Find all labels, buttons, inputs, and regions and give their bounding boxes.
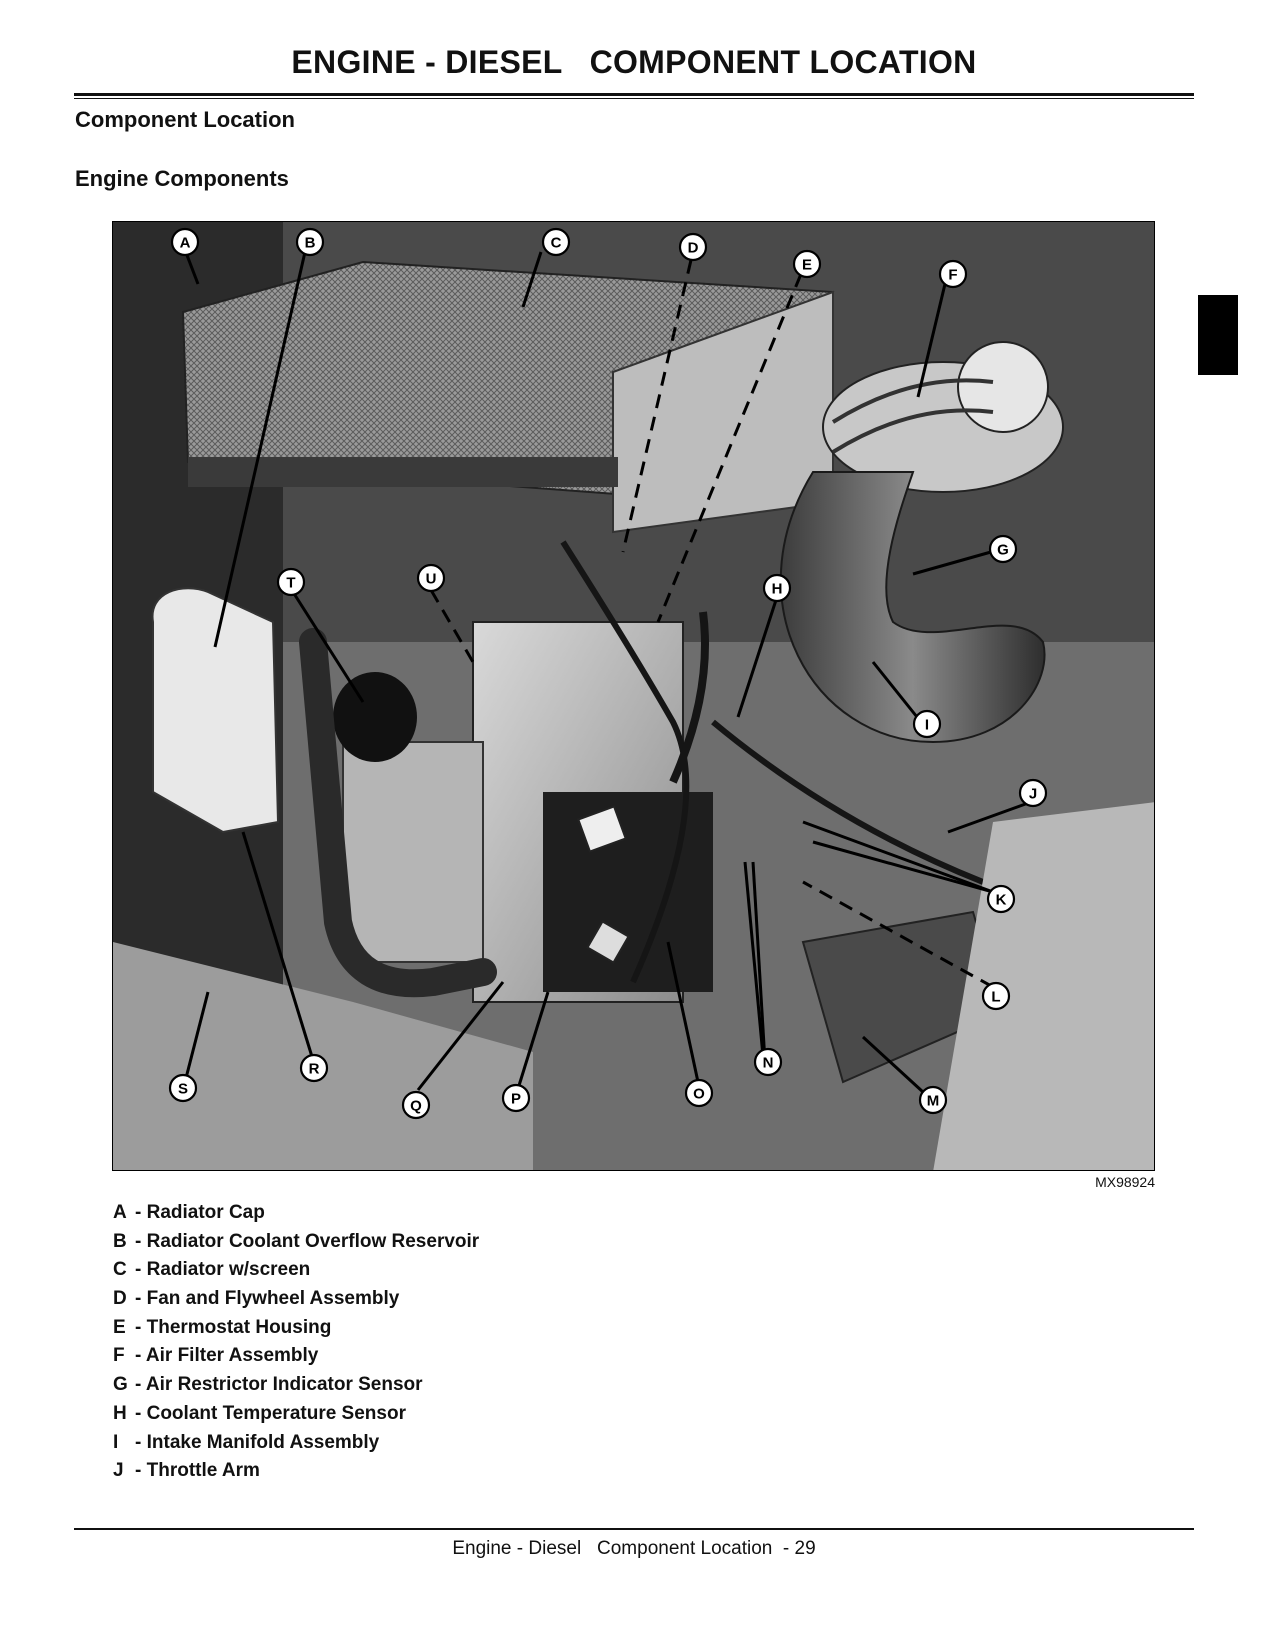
callout-f: [940, 261, 966, 287]
legend-item: [113, 1374, 479, 1403]
legend-text: - Air Restrictor Indicator Sensor: [135, 1374, 423, 1396]
svg-text:J: J: [1028, 785, 1038, 803]
legend-text: - Coolant Temperature Sensor: [135, 1402, 406, 1424]
title-rule-thin: [74, 98, 1194, 99]
svg-text:R: R: [308, 1060, 320, 1078]
callout-c: [543, 229, 569, 255]
callout-j: [1020, 780, 1046, 806]
callout-q: [403, 1092, 429, 1118]
callout-r: [301, 1055, 327, 1081]
legend-item: [113, 1432, 479, 1461]
callout-g: [990, 536, 1016, 562]
callout-h: [764, 575, 790, 601]
callout-l: [983, 983, 1009, 1009]
section-heading-engine-components: Engine Components: [75, 166, 289, 191]
svg-text:O: O: [693, 1085, 705, 1103]
legend-letter: E: [113, 1316, 126, 1338]
svg-text:N: N: [762, 1054, 774, 1072]
legend-item: [113, 1259, 479, 1288]
svg-text:H: H: [771, 580, 783, 598]
svg-text:D: D: [687, 239, 699, 257]
legend-item: [113, 1231, 479, 1260]
svg-text:A: A: [179, 234, 191, 252]
svg-text:E: E: [801, 256, 813, 274]
page-footer: Engine - Diesel Component Location - 29: [452, 1538, 816, 1559]
svg-text:T: T: [286, 574, 296, 592]
callout-b: [297, 229, 323, 255]
callout-d: [680, 234, 706, 260]
legend-letter: B: [113, 1230, 127, 1252]
legend-text: - Radiator w/screen: [135, 1259, 311, 1281]
callout-n: [755, 1049, 781, 1075]
legend-item: [113, 1460, 479, 1489]
callout-p: [503, 1085, 529, 1111]
callout-s: [170, 1075, 196, 1101]
svg-text:L: L: [991, 988, 1001, 1006]
legend-text: - Intake Manifold Assembly: [135, 1431, 380, 1453]
legend-text: - Radiator Cap: [135, 1202, 265, 1223]
callout-i: [914, 711, 940, 737]
legend-text: - Throttle Arm: [135, 1460, 260, 1482]
component-legend: [113, 1202, 479, 1489]
section-heading-component-location: Component Location: [75, 107, 295, 132]
legend-text: - Air Filter Assembly: [135, 1345, 319, 1367]
legend-item: [113, 1317, 479, 1346]
callout-t: [278, 569, 304, 595]
legend-letter: G: [113, 1374, 128, 1396]
legend-item: [113, 1345, 479, 1374]
svg-text:F: F: [948, 266, 958, 284]
legend-letter: J: [113, 1460, 124, 1482]
legend-text: - Thermostat Housing: [135, 1316, 332, 1338]
footer-rule: [74, 1528, 1194, 1530]
svg-text:G: G: [997, 541, 1009, 559]
engine-photo-figure: [112, 221, 1155, 1171]
legend-item: [113, 1403, 479, 1432]
svg-text:I: I: [924, 716, 930, 734]
legend-item: [113, 1202, 479, 1231]
figure-id: MX98924: [1095, 1174, 1155, 1190]
svg-text:K: K: [995, 891, 1007, 909]
callout-a: [172, 229, 198, 255]
title-rule: [74, 93, 1194, 96]
engine-dark-housing: [543, 792, 713, 992]
callout-k: [988, 886, 1014, 912]
legend-letter: D: [113, 1288, 127, 1310]
section-tab-marker: [1198, 295, 1238, 375]
svg-text:C: C: [550, 234, 562, 252]
callout-m: [920, 1087, 946, 1113]
legend-text: - Fan and Flywheel Assembly: [135, 1288, 400, 1310]
coolant-overflow-reservoir: [153, 588, 278, 832]
svg-text:P: P: [510, 1090, 522, 1108]
engine-illustration: [113, 222, 1155, 1171]
legend-letter: A: [113, 1202, 127, 1223]
page-title: ENGINE - DIESEL COMPONENT LOCATION: [291, 44, 977, 80]
oil-filter: [333, 672, 417, 762]
svg-text:B: B: [304, 234, 316, 252]
legend-text: - Radiator Coolant Overflow Reservoir: [135, 1230, 480, 1252]
legend-item: [113, 1288, 479, 1317]
callout-e: [794, 251, 820, 277]
svg-text:U: U: [425, 570, 437, 588]
legend-letter: H: [113, 1402, 127, 1424]
svg-text:M: M: [926, 1092, 940, 1110]
svg-text:Q: Q: [410, 1097, 422, 1115]
callout-o: [686, 1080, 712, 1106]
svg-text:S: S: [177, 1080, 189, 1098]
legend-letter: I: [113, 1431, 119, 1453]
legend-letter: F: [113, 1345, 125, 1367]
callout-u: [418, 565, 444, 591]
legend-letter: C: [113, 1259, 127, 1281]
